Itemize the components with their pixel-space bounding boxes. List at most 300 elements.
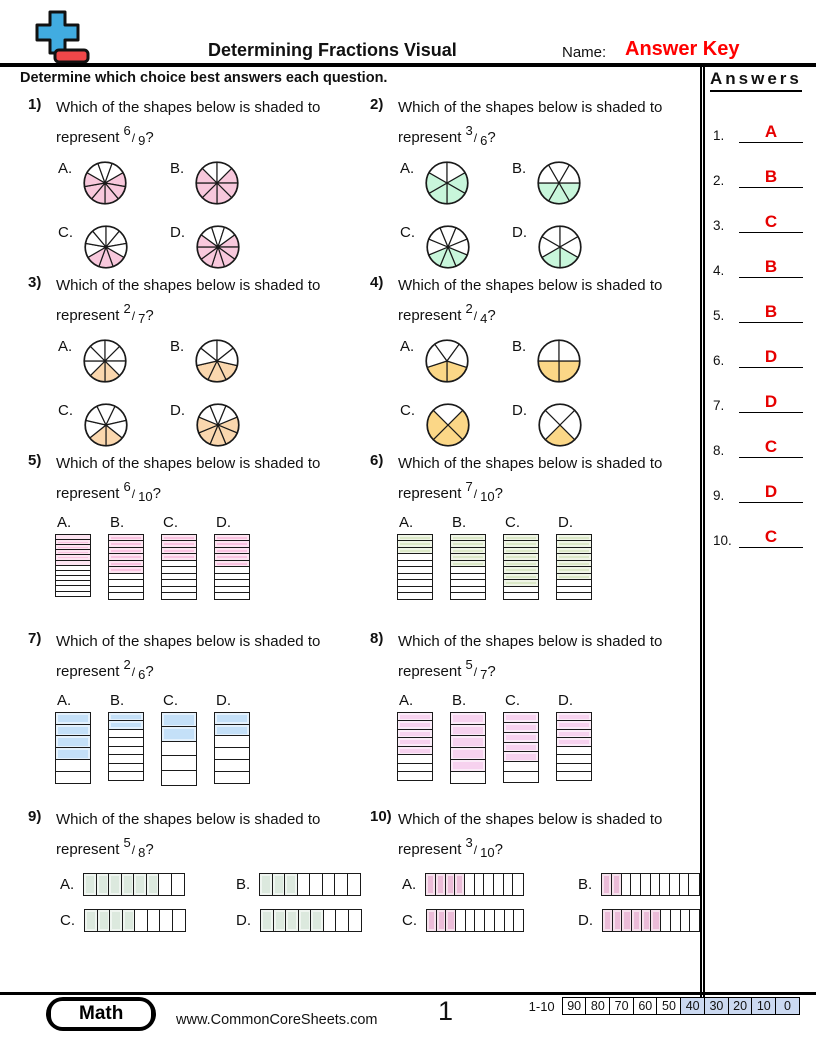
option-shape xyxy=(83,402,129,453)
bar-cell xyxy=(214,771,250,784)
answer-number: 8. xyxy=(713,443,725,458)
fraction-numerator: 7 xyxy=(465,478,473,494)
option-shape xyxy=(425,224,471,275)
option-label: B. xyxy=(578,875,593,893)
option-label: C. xyxy=(58,401,73,419)
option-shape xyxy=(537,224,583,275)
bar-cell xyxy=(397,771,433,781)
fraction-slash: / xyxy=(473,308,478,323)
option-label: A. xyxy=(400,159,415,177)
bar-cell xyxy=(108,771,144,781)
answer-item xyxy=(709,368,816,413)
bar-cell xyxy=(171,873,185,896)
score-cell: 40 xyxy=(680,997,705,1015)
option-label: A. xyxy=(399,691,414,709)
fraction-denominator: 6 xyxy=(138,666,146,682)
option-shape xyxy=(556,534,592,601)
question-text: Which of the shapes below is shaded to represent $^7$/ $_{10}$? xyxy=(398,455,663,504)
fraction-denominator: 10 xyxy=(138,488,153,504)
option-A xyxy=(58,160,170,211)
option-C xyxy=(400,224,512,275)
vertical-bar-chart xyxy=(556,534,592,601)
question-8 xyxy=(370,630,692,808)
option-label: C. xyxy=(163,513,178,531)
option-shape xyxy=(602,909,700,932)
option-shape xyxy=(260,909,362,932)
fraction-slash: / xyxy=(131,664,136,679)
pie-chart xyxy=(83,224,129,270)
option-label: B. xyxy=(170,337,185,355)
option-label: B. xyxy=(452,513,467,531)
bar-cell xyxy=(512,873,523,896)
option-D xyxy=(578,909,700,932)
score-grid xyxy=(529,997,800,1015)
answer-number: 9. xyxy=(713,488,725,503)
question-header xyxy=(370,96,692,151)
option-C xyxy=(400,402,512,453)
option-B xyxy=(170,338,282,389)
option-shape xyxy=(82,160,128,211)
answer-blank xyxy=(739,527,803,548)
option-label: B. xyxy=(110,513,125,531)
option-label: C. xyxy=(58,223,73,241)
fraction-slash: / xyxy=(473,130,478,145)
bar-cell xyxy=(161,592,197,600)
horizontal-bar-chart xyxy=(426,909,524,932)
option-label: A. xyxy=(58,337,73,355)
answer-number: 6. xyxy=(713,353,725,368)
answer-letter: D xyxy=(764,482,778,501)
option-label: B. xyxy=(452,691,467,709)
bar-cell xyxy=(55,771,91,784)
option-C xyxy=(58,224,170,275)
option-A xyxy=(397,692,433,784)
answers-list xyxy=(709,98,816,548)
answer-key-label: Answer Key xyxy=(625,38,740,60)
horizontal-bar-chart xyxy=(602,909,700,932)
question-text: Which of the shapes below is shaded to represent $^6$/ $_9$? xyxy=(56,99,321,148)
bar-cell xyxy=(503,592,539,600)
answer-blank xyxy=(739,122,803,143)
answer-letter: B xyxy=(764,257,778,276)
question-number: 7) xyxy=(28,630,42,647)
option-C xyxy=(60,909,236,932)
score-cell: 70 xyxy=(609,997,634,1015)
question-number: 3) xyxy=(28,274,42,291)
question-number: 5) xyxy=(28,452,42,469)
pie-chart xyxy=(195,224,241,270)
score-cell: 90 xyxy=(562,997,587,1015)
answer-blank xyxy=(739,302,803,323)
fraction-slash: / xyxy=(131,130,136,145)
pie-chart xyxy=(536,338,582,384)
option-label: D. xyxy=(216,513,231,531)
question-text: Which of the shapes below is shaded to represent $^2$/ $_7$? xyxy=(56,277,321,326)
pie-chart xyxy=(425,224,471,270)
question-header xyxy=(370,808,692,863)
option-shape xyxy=(55,712,91,784)
question-text: Which of the shapes below is shaded to represent $^5$/ $_7$? xyxy=(398,633,663,682)
website-text: www.CommonCoreSheets.com xyxy=(176,1012,378,1028)
option-A xyxy=(55,692,91,786)
option-label: B. xyxy=(512,337,527,355)
option-label: D. xyxy=(558,513,573,531)
pie-chart xyxy=(424,338,470,384)
option-label: C. xyxy=(400,401,415,419)
pie-chart xyxy=(82,338,128,384)
fraction-denominator: 4 xyxy=(480,310,488,326)
answer-item xyxy=(709,233,816,278)
question-6 xyxy=(370,452,692,630)
fraction-denominator: 8 xyxy=(138,844,146,860)
question-1 xyxy=(28,96,360,274)
answer-blank xyxy=(739,167,803,188)
answer-number: 4. xyxy=(713,263,725,278)
answer-item xyxy=(709,323,816,368)
vertical-bar-chart xyxy=(55,534,91,597)
option-D xyxy=(512,224,624,275)
question-header xyxy=(28,274,360,329)
bar-cell xyxy=(556,592,592,600)
vertical-bar-chart xyxy=(503,534,539,601)
option-shape xyxy=(450,712,486,784)
answer-letter: C xyxy=(764,527,778,546)
option-label: B. xyxy=(512,159,527,177)
pie-chart xyxy=(536,160,582,206)
vertical-bar-chart xyxy=(108,534,144,601)
option-label: D. xyxy=(512,223,527,241)
vertical-bar-chart xyxy=(397,712,433,782)
question-number: 1) xyxy=(28,96,42,113)
vertical-bar-chart xyxy=(161,534,197,601)
pie-chart xyxy=(82,160,128,206)
bar-cell xyxy=(172,909,186,932)
option-shape xyxy=(556,712,592,782)
option-B xyxy=(578,873,700,896)
fraction xyxy=(465,656,488,682)
fraction xyxy=(123,478,153,504)
fraction xyxy=(123,656,146,682)
fraction-numerator: 2 xyxy=(123,300,131,316)
question-number: 10) xyxy=(370,808,392,825)
options xyxy=(397,692,692,784)
option-shape xyxy=(55,534,91,597)
option-label: D. xyxy=(170,401,185,419)
option-A xyxy=(400,338,512,389)
answer-item xyxy=(709,413,816,458)
score-cell: 60 xyxy=(633,997,658,1015)
subject-badge-label: Math xyxy=(51,1001,151,1027)
footer-divider xyxy=(0,992,816,995)
question-header xyxy=(28,452,360,507)
option-shape xyxy=(83,224,129,275)
option-shape xyxy=(424,338,470,389)
option-label: D. xyxy=(558,691,573,709)
answer-blank xyxy=(739,392,803,413)
option-label: A. xyxy=(60,875,75,893)
option-shape xyxy=(214,712,250,784)
option-B xyxy=(450,514,486,601)
answer-number: 1. xyxy=(713,128,725,143)
fraction-numerator: 2 xyxy=(123,656,131,672)
option-label: B. xyxy=(236,875,251,893)
fraction xyxy=(123,122,146,148)
bar-cell xyxy=(689,909,700,932)
option-label: C. xyxy=(505,691,520,709)
pie-chart xyxy=(194,338,240,384)
score-range-label: 1-10 xyxy=(528,998,555,1014)
question-number: 9) xyxy=(28,808,42,825)
bar-cell xyxy=(55,591,91,598)
plus-icon xyxy=(37,12,78,53)
option-C xyxy=(161,514,197,601)
pie-chart xyxy=(424,160,470,206)
fraction xyxy=(465,478,495,504)
fraction xyxy=(123,300,146,326)
option-shape xyxy=(450,534,486,601)
option-A xyxy=(55,514,91,601)
pie-chart xyxy=(537,402,583,448)
option-shape xyxy=(161,712,197,786)
name-label: Name: xyxy=(562,44,607,61)
option-label: D. xyxy=(236,911,251,929)
question-header xyxy=(28,808,360,863)
subject-badge xyxy=(46,997,156,1031)
horizontal-bar-chart xyxy=(601,873,699,896)
option-shape xyxy=(601,873,699,896)
option-label: B. xyxy=(170,159,185,177)
answer-item xyxy=(709,278,816,323)
fraction-denominator: 7 xyxy=(480,666,488,682)
commoncoresheets-logo xyxy=(26,8,92,66)
fraction-numerator: 3 xyxy=(465,122,473,138)
bar-cell xyxy=(450,771,486,784)
vertical-bar-chart xyxy=(55,712,91,784)
option-B xyxy=(512,160,624,211)
question-header xyxy=(370,452,692,507)
answer-letter: B xyxy=(764,167,778,186)
option-shape xyxy=(397,712,433,782)
option-shape xyxy=(84,909,186,932)
vertical-bar-chart xyxy=(214,534,250,601)
option-shape xyxy=(503,712,539,783)
bar-cell xyxy=(347,873,361,896)
bar-cell xyxy=(214,592,250,600)
question-header xyxy=(370,630,692,685)
option-label: A. xyxy=(57,513,72,531)
fraction xyxy=(465,122,488,148)
option-label: C. xyxy=(505,513,520,531)
option-A xyxy=(402,873,578,896)
fraction xyxy=(465,300,488,326)
options xyxy=(397,514,692,601)
fraction xyxy=(465,834,495,860)
answer-item xyxy=(709,503,816,548)
pie-chart xyxy=(83,402,129,448)
questions-grid xyxy=(28,96,692,958)
question-10 xyxy=(370,808,692,958)
question-text: Which of the shapes below is shaded to represent $^6$/ $_{10}$? xyxy=(56,455,321,504)
option-label: D. xyxy=(578,911,593,929)
answer-blank xyxy=(739,437,803,458)
options xyxy=(400,338,692,453)
option-label: D. xyxy=(216,691,231,709)
option-shape xyxy=(425,873,523,896)
option-shape xyxy=(195,224,241,275)
pie-chart xyxy=(537,224,583,270)
vertical-bar-chart xyxy=(108,712,144,782)
option-shape xyxy=(108,712,144,782)
score-cell: 30 xyxy=(704,997,729,1015)
option-shape xyxy=(194,160,240,211)
option-D xyxy=(512,402,624,453)
answers-panel-title: Answers xyxy=(710,69,802,92)
fraction-denominator: 10 xyxy=(480,844,495,860)
horizontal-bar-chart xyxy=(84,909,186,932)
pie-chart xyxy=(194,160,240,206)
option-label: D. xyxy=(512,401,527,419)
option-shape xyxy=(195,402,241,453)
answer-letter: C xyxy=(764,437,778,456)
option-shape xyxy=(536,338,582,389)
options xyxy=(60,873,360,932)
question-text: Which of the shapes below is shaded to represent $^3$/ $_6$? xyxy=(398,99,663,148)
option-B xyxy=(108,692,144,786)
fraction-numerator: 6 xyxy=(123,478,131,494)
bar-cell xyxy=(556,771,592,781)
answer-letter: B xyxy=(764,302,778,321)
option-label: A. xyxy=(57,691,72,709)
question-number: 2) xyxy=(370,96,384,113)
option-B xyxy=(512,338,624,389)
fraction-denominator: 6 xyxy=(480,132,488,148)
option-B xyxy=(236,873,362,896)
option-label: D. xyxy=(170,223,185,241)
options xyxy=(400,160,692,275)
answer-blank xyxy=(739,347,803,368)
option-C xyxy=(503,514,539,601)
option-label: B. xyxy=(110,691,125,709)
option-C xyxy=(402,909,578,932)
vertical-bar-chart xyxy=(503,712,539,783)
option-shape xyxy=(214,534,250,601)
option-shape xyxy=(108,534,144,601)
vertical-bar-chart xyxy=(450,534,486,601)
option-label: C. xyxy=(60,911,75,929)
horizontal-bar-chart xyxy=(83,873,185,896)
option-A xyxy=(58,338,170,389)
pie-chart xyxy=(425,402,471,448)
question-4 xyxy=(370,274,692,452)
option-shape xyxy=(82,338,128,389)
fraction-denominator: 10 xyxy=(480,488,495,504)
answer-blank xyxy=(739,212,803,233)
option-shape xyxy=(426,909,524,932)
bar-cell xyxy=(108,592,144,600)
answer-item xyxy=(709,188,816,233)
fraction-slash: / xyxy=(131,486,136,501)
fraction-numerator: 2 xyxy=(465,300,473,316)
score-cells xyxy=(562,997,800,1015)
answer-number: 5. xyxy=(713,308,725,323)
option-A xyxy=(400,160,512,211)
options xyxy=(402,873,692,932)
vertical-bar-chart xyxy=(556,712,592,782)
option-C xyxy=(503,692,539,784)
question-text: Which of the shapes below is shaded to represent $^2$/ $_4$? xyxy=(398,277,663,326)
fraction-numerator: 5 xyxy=(465,656,473,672)
options xyxy=(55,514,360,601)
option-label: A. xyxy=(58,159,73,177)
option-C xyxy=(161,692,197,786)
option-D xyxy=(556,514,592,601)
option-label: A. xyxy=(402,875,417,893)
bar-cell xyxy=(513,909,524,932)
options xyxy=(58,338,360,453)
bar-cell xyxy=(397,592,433,600)
answer-item xyxy=(709,143,816,188)
fraction-slash: / xyxy=(131,842,136,857)
question-text: Which of the shapes below is shaded to represent $^3$/ $_{10}$? xyxy=(398,811,663,860)
fraction-numerator: 6 xyxy=(123,122,131,138)
option-B xyxy=(450,692,486,784)
vertical-bar-chart xyxy=(397,534,433,601)
bar-cell xyxy=(348,909,362,932)
page-title: Determining Fractions Visual xyxy=(208,40,457,60)
question-number: 6) xyxy=(370,452,384,469)
question-2 xyxy=(370,96,692,274)
page-number: 1 xyxy=(438,996,454,1026)
fraction-slash: / xyxy=(131,308,136,323)
options xyxy=(55,692,360,786)
option-B xyxy=(108,514,144,601)
pie-chart xyxy=(195,402,241,448)
fraction-denominator: 7 xyxy=(138,310,146,326)
question-number: 8) xyxy=(370,630,384,647)
answer-number: 3. xyxy=(713,218,725,233)
question-header xyxy=(28,630,360,685)
option-D xyxy=(214,514,250,601)
option-label: C. xyxy=(400,223,415,241)
question-7 xyxy=(28,630,360,808)
option-shape xyxy=(503,534,539,601)
horizontal-bar-chart xyxy=(259,873,361,896)
bar-cell xyxy=(503,771,539,782)
option-shape xyxy=(536,160,582,211)
option-B xyxy=(170,160,282,211)
option-shape xyxy=(259,873,361,896)
question-text: Which of the shapes below is shaded to represent $^2$/ $_6$? xyxy=(56,633,321,682)
bar-cell xyxy=(688,873,699,896)
option-shape xyxy=(424,160,470,211)
fraction-slash: / xyxy=(473,664,478,679)
option-D xyxy=(556,692,592,784)
fraction-denominator: 9 xyxy=(138,132,146,148)
question-header xyxy=(28,96,360,151)
option-label: C. xyxy=(163,691,178,709)
option-label: A. xyxy=(400,337,415,355)
answer-number: 7. xyxy=(713,398,725,413)
option-D xyxy=(170,224,282,275)
score-cell: 10 xyxy=(751,997,776,1015)
question-5 xyxy=(28,452,360,630)
answer-item xyxy=(709,458,816,503)
fraction-numerator: 5 xyxy=(123,834,131,850)
fraction-slash: / xyxy=(473,486,478,501)
score-cell: 20 xyxy=(728,997,753,1015)
header-divider xyxy=(0,63,816,67)
option-shape xyxy=(161,534,197,601)
